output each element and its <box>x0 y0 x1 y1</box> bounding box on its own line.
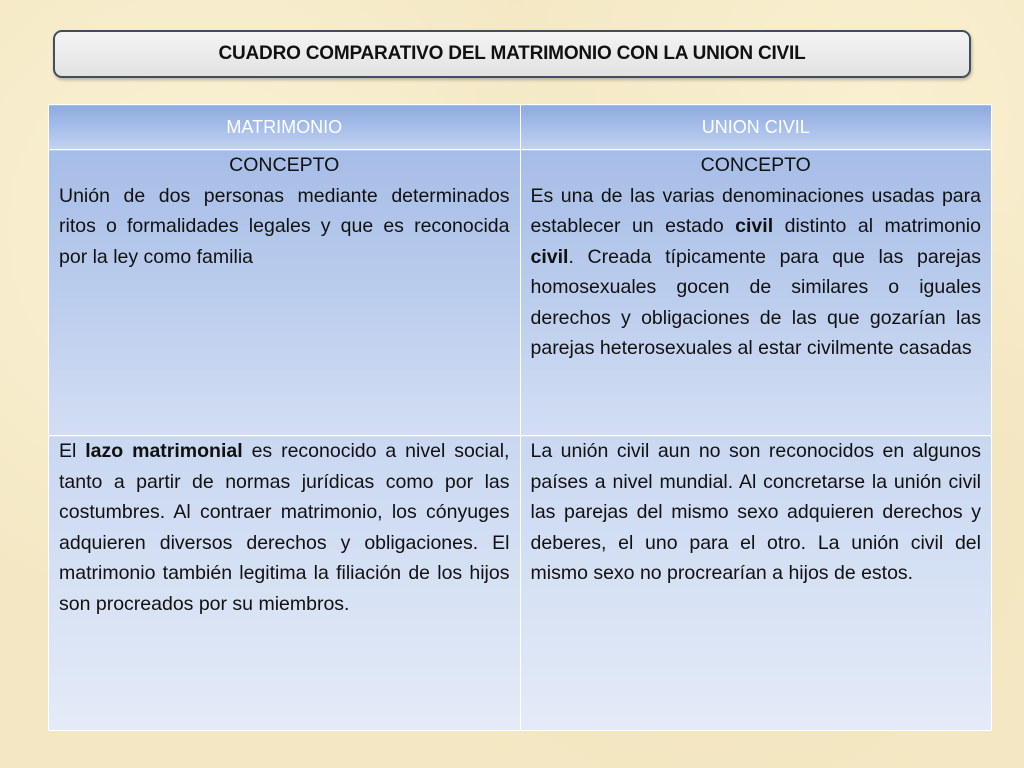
text-part: distinto al matrimonio <box>773 215 981 237</box>
detail-text-right: La unión civil aun no son reconocidos en algunos países a nivel mundial. Al concretarse la unión civil las parejas del mismo sexo adquieren derechos y deberes, el uno para el otro. La unión civil del mismo sexo no procrearían a hijos de estos. <box>530 440 981 584</box>
concept-text-left: Unión de dos personas mediante determinados ritos o formalidades legales y que es reconocida por la ley como familia <box>59 184 510 268</box>
table-row-detalle <box>49 436 992 731</box>
concept-heading-right: CONCEPTO <box>700 154 811 176</box>
header-union-civil: UNION CIVIL <box>520 105 992 150</box>
cell-matrimonio-concepto <box>49 150 521 436</box>
concept-heading-left: CONCEPTO <box>229 154 340 176</box>
text-part: Es una de las varias denominaciones usadas para establecer un estado <box>530 184 981 237</box>
header-row <box>49 105 992 150</box>
text-part: . Creada típicamente para que las parejas homosexuales gocen de similares o iguales derechos y obligaciones de las que gozarían las parejas heterosexuales al estar civilmente casadas <box>530 245 981 359</box>
page-title: CUADRO COMPARATIVO DEL MATRIMONIO CON LA UNION CIVIL <box>218 43 806 64</box>
text-part: El <box>59 440 86 462</box>
table-row-concepto <box>49 150 992 436</box>
title-banner <box>53 30 971 78</box>
text-part: es reconocido a nivel social, tanto a partir de normas jurídicas como por las costumbres. Al contraer matrimonio, los cónyuges adquieren diversos derechos y obligaciones. El matrimonio también legitima la filiación de los hijos son procreados por su miembros. <box>59 440 510 615</box>
bold-term: civil <box>530 245 569 268</box>
cell-matrimonio-detalle <box>49 436 521 731</box>
bold-term: lazo matrimonial <box>85 440 243 462</box>
detail-text-left <box>59 436 510 619</box>
cell-union-civil-concepto <box>520 150 992 436</box>
concept-text-right <box>531 181 982 364</box>
cell-union-civil-detalle <box>520 436 992 731</box>
header-matrimonio: MATRIMONIO <box>49 105 521 150</box>
comparison-table <box>48 104 992 731</box>
bold-term: civil <box>735 215 774 237</box>
